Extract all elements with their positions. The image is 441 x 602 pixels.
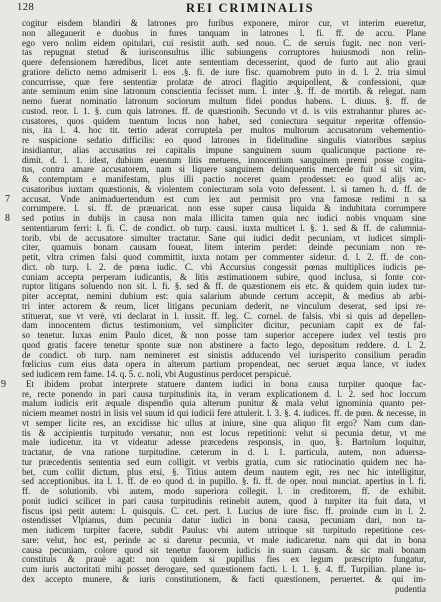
line-text: non allegauerit e duobus in fures tanquam in latrones l. fi. ff. de accu. Plane bbox=[22, 27, 426, 38]
margin-number: 9 bbox=[1, 378, 6, 390]
line-text: cusatores, quos quidem tuentum locus non habet, sed coniectura sequitur reperitæ offensio- bbox=[22, 115, 426, 126]
line-text: piter acceptat, nemini dubium est: quia salarium abunde certum accepit, & medius ab arbi- bbox=[22, 291, 426, 301]
line-text: concurrisse, quæ fere sententiæ prolatæ de atroci flagitio æquipollent, & confessioni, quæ bbox=[22, 76, 426, 87]
line-text: niciem meamet nostri in lisis vel suum id qui iudicii fere attulerit. l. 3. §. 4. iudices. ff. de pœn. & necesse, in bbox=[22, 408, 426, 418]
line-text: ostendisset Vlpianus, dum pecunia datur iudici in bona causa, pecuniam dari, non ta- bbox=[22, 515, 426, 526]
line-text: re, recte ponendo in pari causa turpitudinis ita, in veram explicationem d. l. 2. sed hoc loccum bbox=[22, 388, 426, 399]
page-number: 128 bbox=[17, 2, 35, 13]
line-text: Et ibidem probat interprete statuere dantem iudici in bona causa turpiter quoque fac- bbox=[26, 378, 426, 389]
line-text: vt semper licite res, an excidisse hic ullus at iniure, sine qua aliquo fit ergo? Nam cum dan- bbox=[22, 417, 426, 428]
line-text: so tenetur. Iuxas enim Paulo dicet, & non posse tam superior accepere iudex vel testis pro bbox=[22, 330, 426, 340]
line-text: tis & accipientis turpitudo versatur, non est locus repetitioni: velut si pecunia detur, vt me bbox=[22, 427, 426, 438]
line-text: ego vero nolim eidem opitulari, cui resistit auth. sed nouo. C. de seruis fugit. nec non veri- bbox=[22, 37, 426, 48]
line-text: male iudicetur. ita vt videatur adesse præcedens responsis, in quo, §. Bartolum loquitur, bbox=[22, 437, 426, 448]
line-text: malum iudicis erit æquale dispendio quia alterum punitur & mala velut ignominia quanto per- bbox=[22, 398, 426, 409]
line-text: corrumpere. l. si. ff. de præuaricat. non esse super causa liquida & indubitata corrumpere bbox=[22, 203, 426, 214]
line-text: sed iudicem rem fame. 14. q. 5. c. noli, vbi Augustinus perdocet perspicuè. bbox=[22, 369, 292, 379]
line-text: ruptor litigans soluendo non sit. l. fi. §. sed & ff. de quæstionem eis etc. & quidem quin iudex tur- bbox=[22, 281, 426, 292]
line-text: ponit iudici scilicet in pari causa turpitudinis retinebit autem, quod à turpiter ita fuit data, vt bbox=[22, 495, 426, 506]
line-text: dex accepto munere, & iuris constitutionem, & facti quæstionem, peruertet. & qui im- bbox=[22, 573, 426, 584]
line-text: sententiarum ferri: l. fi. C. de condict. ob turp. causi. iuxta multicet l. §. 1. sed & ff. de calumnia- bbox=[22, 222, 426, 233]
line-text: torib. vbi de accusatore simulter tractatur. Sane qui iudici dedit pecuniam, vt iudicet simpli- bbox=[22, 232, 426, 243]
line-text: sed acceptionibus. ita l. 1. ff. de eo quod d. in pupillo. §. fi. ff. de oper. noui nunciat. apertius in l. fi. bbox=[22, 476, 426, 487]
line-text: cusatoribus iuxtam quæstionis, & violentem coniecturam sola voto defessent. l. si tamen h. d. ff. de bbox=[22, 183, 426, 194]
catchword-line bbox=[22, 585, 426, 595]
line-text: tus, contra amare accusatorem, nam si liquere sanguinem delinquentis mercede fuit si sit vim, bbox=[22, 164, 426, 175]
line-text: insidiantur, alias accusatius rei capitalis impune sanguinem suum qualicunque pactione re- bbox=[22, 144, 426, 155]
body-text bbox=[1, 18, 426, 594]
line-text: nemo fuerat nominatio latronum sociorum multum fidei pondus habens. l. diuus. §. ff. de bbox=[22, 96, 426, 106]
line-text: fœlicius cum eius data opera in alterum partium propendeat, nec seruet æqua lance, vt iudex bbox=[22, 359, 426, 370]
line-text: dam innocentem dictus testimonium, vel simpliciter dicitur, pecuniam capit ex de fal- bbox=[22, 320, 426, 331]
line-text: bet, cum collit dictum, plus etsi, §. Titius autem deum nautem egit, res nec hic intelligitur, bbox=[22, 466, 426, 477]
line-text: petit, vltra crimen falsi quod committit, iuxta notam per commenter sidetur. d. l. 2. ff. de con- bbox=[22, 252, 426, 262]
line-text: re suspicione sedatio difficilis: eo quod latrones in fidelitudine singulis viatoribus sæpius bbox=[22, 135, 426, 145]
line-text: quere defensionem hæredibus, licet ante sententiam decesserint, quod de furto aut alio graui bbox=[22, 57, 426, 67]
line-text: de condict. ob turp. nam nemineret est sinistis adducendo vel iurisperito consilium peradin bbox=[22, 349, 426, 360]
line-text: ff. de solutionib. vbi autem, modo superiora collegit. l. in creditorem, ff. de exhibit. bbox=[22, 486, 426, 496]
line-text: tur præcedentis sententia sed eum colligit. vt verbis gratia, cum sic ratiocinatio quidem nec ha- bbox=[22, 456, 426, 467]
margin-number: 7 bbox=[5, 193, 10, 205]
text-line bbox=[22, 575, 426, 585]
line-text: & contemptam e manifestam, plus illi pactio noceret quam prodesset: eo quod alijs ac- bbox=[22, 174, 426, 184]
line-text: tractatur, de vna ratione turpitudine. cæterum in d. l. 1. particula, autem, non aduersa- bbox=[22, 447, 426, 457]
line-text: tas repugnat stetud & iurisconsultus illic subiungens corruptores huiusmodi non relin- bbox=[22, 47, 426, 58]
line-text: cogitur eisdem blandiri & latrones pro furibus exponere, miror cur, vt interim eueretur, bbox=[22, 18, 426, 28]
line-text: custod. reor. l. 1. §. cum quis latrones. ff. de quæstionib. Secundo vt d. is viis extrahantur plures ac- bbox=[22, 105, 426, 116]
line-text: men iudicem turpiter facere, subdit Paulus: vbi autem utrinque sit turpitudo repetitione ces- bbox=[22, 525, 426, 535]
line-text: dict. ob turp. l. 2. de pœna iudic. C. vbi Accursius congessit pœnas multiplices iudicis pe- bbox=[22, 261, 426, 272]
line-text: stituerat, sue vt verè, vti declarat in l. iussit. ff. leg. C. cornel. de falsis. vbi si quis ad depellen- bbox=[22, 310, 426, 321]
line-text: causa pecuniam, colore quod sit tenetur fauorem iudicis in suam causam. & sic mali bonam bbox=[22, 544, 426, 555]
line-text: cuniam accepta perperam iudicantis, & litis æstimationem subire, quod inclusa, si fonte cor- bbox=[22, 271, 426, 282]
line-text: tri inter actorem & reum, licet litigans pecuniam dederit, ne vinculum deserat, sed ipsi re- bbox=[22, 300, 426, 311]
line-text: fiscus ipsi petit autem: l. quisquis. C. cet. pert. l. Lucius de iure fisc. ff. proinde cum in l. 2. bbox=[22, 505, 426, 516]
line-text: ante seminum enim sine latronum conscientia fecisset num. l. inter .§. ff. de mortib. & relegat. nam bbox=[22, 86, 426, 97]
catchword: pudentia bbox=[395, 583, 426, 594]
line-text: gratiore delicto nemo admiserit l. eos .§. fi. de iure fisc. quamobrem puto in d. l. 2. tria simul bbox=[22, 66, 426, 77]
line-text: cum iuris auctoritati mihi posset derogare, sed quæstionem facti. l. l. 1. §. 4. ff. Turpilian. plane iu- bbox=[22, 564, 426, 574]
line-text: sed potius in dubijs in causa non mala illicita tamen quia nec iudici nobis vnquam sine bbox=[22, 213, 426, 223]
running-title: REI CRIMINALIS bbox=[186, 1, 315, 15]
line-text: quod gratis facere tenetur sponte suæ non abstinere a facto lego, depositum reddere. d. l. 2. bbox=[22, 339, 426, 350]
line-text: dimit. d. l. 1. idest, dubium euentum litis metuens, innocentium sanguinem premi posse cogita- bbox=[22, 154, 426, 165]
line-text: constituis & prauè agat: non quidem si pupillus fies ex legum præscripto fungatur, bbox=[22, 554, 426, 565]
margin-number: 8 bbox=[5, 213, 10, 224]
line-text: accusat. Vnde animaduertendum est cum lex aut permisit pro vna famosæ redimi n sa bbox=[22, 193, 426, 204]
line-text: citer, quamuis bonam causam foueat, litem interim perdet: deinde pecuniam non re- bbox=[22, 242, 426, 253]
line-text: nis, ita l. 4. hoc tit. tertio aderat corruptela per multos multorum accusatorum vehementio- bbox=[22, 125, 426, 136]
line-text: sare: velut, hoc est, perinde ac si daretur pecunia, vt male iudicaretur. nam qui dat in bona bbox=[22, 534, 426, 545]
